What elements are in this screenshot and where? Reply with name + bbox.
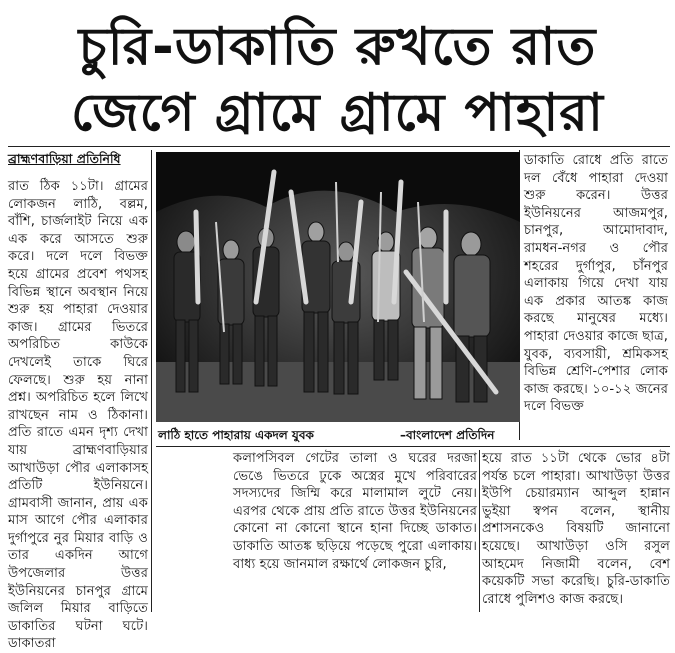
article-column-4: হয়ে রাত ১১টা থেকে ভোর ৪টা পর্যন্ত চলে পাহারা। আখাউড়া উত্তর ইউপি চেয়ারম্যান আব্দুল হান্নান ভুইয়া স্বপন বলেন, স্থানীয় প্রশাসনকেও বিষয়টি জানানো হয়েছে। আখাউড়া ওসি রসুল আহমেদ নিজামী বলেন, বেশ কয়েকটি সভা করেছি। চুরি-ডাকাতি রোধে পুলিশও কাজ করছে। xyxy=(482,451,670,607)
headline-line-2: জেগে গ্রামে গ্রামে পাহারা xyxy=(71,83,604,143)
news-photo xyxy=(156,152,520,422)
article-column-2: কলাপসিবল গেটের তালা ও ঘরের দরজা ভেঙে ভিতরে ঢুকে অস্ত্রের মুখে পরিবারের সদস্যদের জিম্মি করে মালামাল লুটে নেয়। এরপর থেকে প্রায় প্রতি রাতে উত্তর ইউনিয়নের কোনো না কোনো স্থানে হানা দিচ্ছে ডাকাত। ডাকাতি আতঙ্ক ছড়িয়ে পড়েছে পুরো এলাকায়। বাধ্য হয়ে জানমাল রক্ষার্থে লোকজন চুরি, xyxy=(233,451,477,572)
article-column-3: ডাকাতি রোধে প্রতি রাতে দল বেঁধে পাহারা দেওয়া শুরু করেন। উত্তর ইউনিয়নের আজমপুর, চানপুর, আমোদাবাদ, রামধন-নগর ও পৌর শহরের দুর্গাপুর, চাঁনপুর এলাকায় গিয়ে দেখা যায় এক প্রকার আতঙ্ক কাজ করছে মানুষের মধ্যে। পাহারা দেওয়ার কাজে ছাত্র, যুবক, ব্যবসায়ী, শ্রমিকসহ বিভিন্ন শ্রেণি-পেশার লোক কাজ করছে। ১০-১২ জনের দলে বিভক্ত xyxy=(524,153,668,415)
column-divider-left xyxy=(151,150,152,612)
article-column-1: রাত ঠিক ১১টা। গ্রামের লোকজন লাঠি, বল্লম, বাঁশি, চার্জলাইট নিয়ে এক এক করে আসতে শুরু করে। দলে দলে বিভক্ত হয়ে গ্রামের প্রবেশ পথসহ বিভিন্ন স্থানে অবস্থান নিয়ে শুরু হয় পাহারা দেওয়ার কাজ। গ্রামের ভিতরে অপরিচিত কাউকে দেখলেই তাকে ঘিরে ফেলছে। শুরু হয় নানা প্রশ্ন। অপরিচিত হলে লিখে রাখছেন নাম ও ঠিকানা। প্রতি রাতে এমন দৃশ্য দেখা যায় ব্রাহ্মণবাড়িয়ার আখাউড়া পৌর এলাকাসহ প্রতিটি ইউনিয়নে। গ্রামবাসী জানান, প্রায় এক মাস আগে পৌর এলাকার দুর্গাপুরে নুর মিয়ার বাড়ি ও তার একদিন আগে উপজেলার উত্তর ইউনিয়নের চানপুর গ্রামে জলিল মিয়ার বাড়িতে ডাকাতির ঘটনা ঘটে। ডাকাতরা xyxy=(8,179,148,652)
column-divider-lower xyxy=(479,450,480,612)
night-patrol-photo xyxy=(156,152,520,422)
byline: ব্রাহ্মণবাড়িয়া প্রতিনিধি xyxy=(8,151,121,166)
caption-rule xyxy=(156,446,670,447)
headline-line-1: চুরি-ডাকাতি রুখতে রাত xyxy=(78,17,597,77)
photo-caption: লাঠি হাতে পাহারায় একদল যুবক xyxy=(158,428,314,442)
photo-credit: –বাংলাদেশ প্রতিদিন xyxy=(400,428,495,442)
headline-rule xyxy=(8,146,670,147)
